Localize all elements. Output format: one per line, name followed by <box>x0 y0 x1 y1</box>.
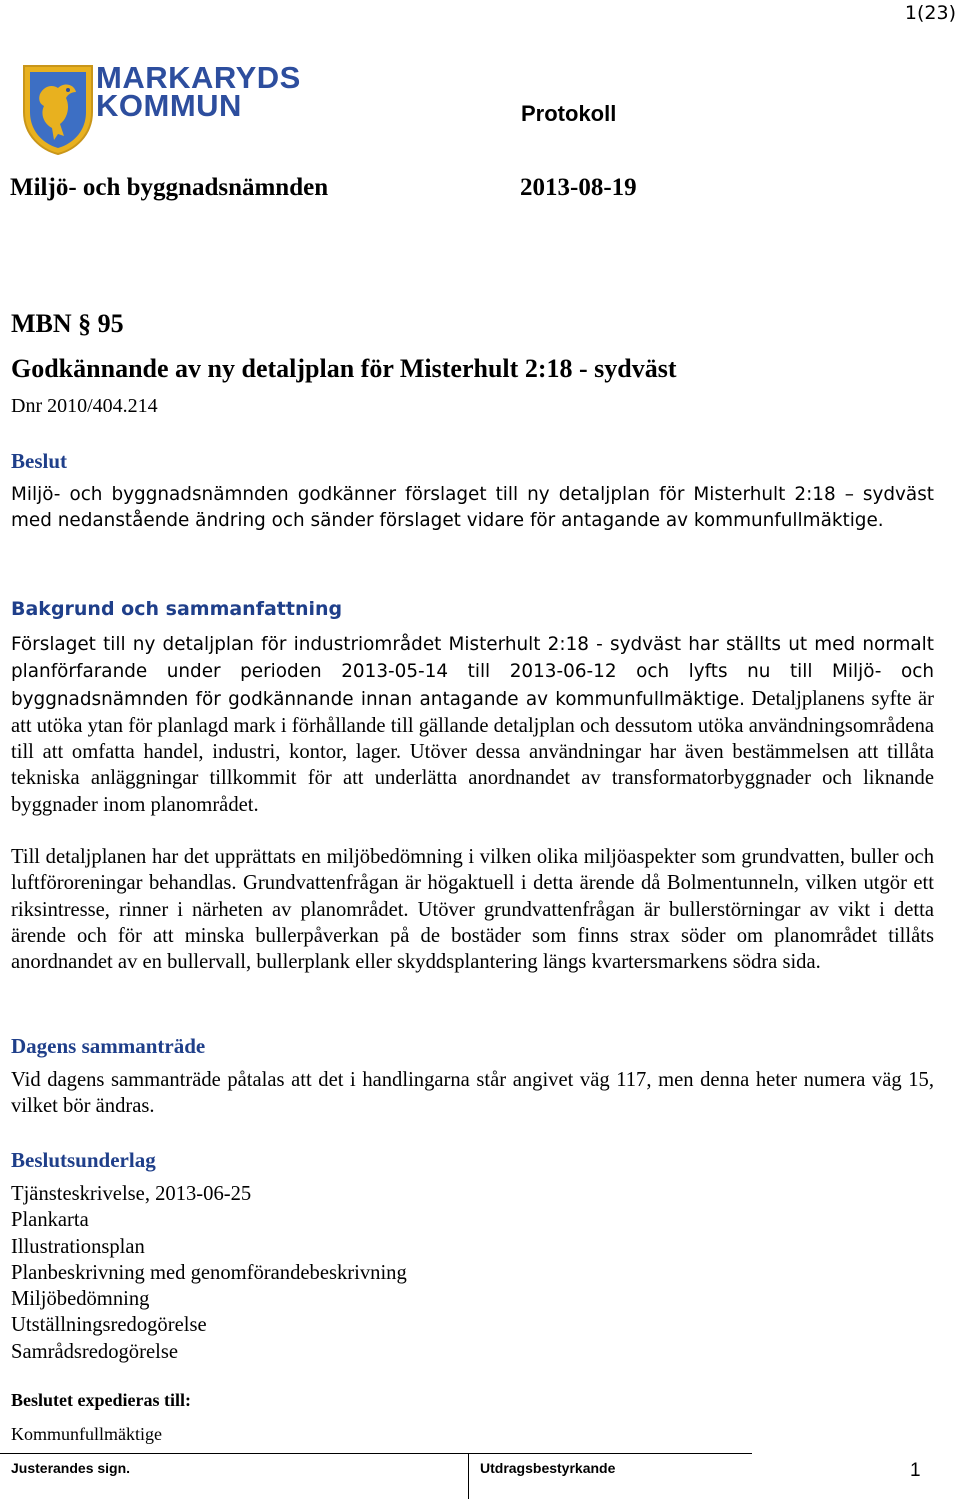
footer-justerandes: Justerandes sign. <box>11 1460 131 1476</box>
footer-page-number: 1 <box>910 1460 921 1481</box>
page-counter: 1(23) <box>904 2 956 24</box>
meeting-date: 2013-08-19 <box>520 174 637 201</box>
beslut-text: Miljö- och byggnadsnämnden godkänner förslaget till ny detaljplan för Misterhult 2:18 – sydväst med nedanstående ändring och sänder förslaget vidare för antagande av kommunfullmäktige. <box>11 484 934 532</box>
beslutsunderlag-heading-wrap <box>11 1147 934 1173</box>
dagens-text: Vid dagens sammanträde påtalas att det i handlingarna står angivet väg 117, men denna heter numera väg 15, vilket bör ändras. <box>11 1069 934 1118</box>
municipality-logo <box>22 62 317 156</box>
crest-icon <box>22 62 94 156</box>
bakgrund-heading: Bakgrund och sammanfattning <box>11 598 343 620</box>
beslutsunderlag-heading: Beslutsunderlag <box>11 1148 156 1172</box>
list-item: Tjänsteskrivelse, 2013-06-25 <box>11 1183 252 1205</box>
footer-divider <box>0 1453 752 1454</box>
paragraph-number: MBN § 95 <box>11 309 124 338</box>
dagens-section <box>11 1033 934 1120</box>
beslutsunderlag-list <box>11 1181 407 1365</box>
footer-column-divider <box>468 1453 469 1499</box>
list-item: Miljöbedömning <box>11 1288 150 1311</box>
bakgrund-text-serif: Detaljplanens syfte är att utöka ytan för planlagd mark i förhållande till gällande detaljplan och dessutom utöka användningsområdena till att omfatta handel, industri, kontor, lager. Utöver dessa användningar har även bestämmelsen att tillåta tekniska anläggningar tillkommit för att underlätta anordnandet av transformatorbyggnader och liknande byggnader inom planområdet. <box>11 687 935 816</box>
dagens-heading: Dagens sammanträde <box>11 1034 206 1058</box>
list-item: Planbeskrivning med genomförandebeskrivning <box>11 1261 407 1284</box>
list-item: Plankarta <box>11 1209 89 1232</box>
item-title: Godkännande av ny detaljplan för Misterhult 2:18 - sydväst <box>11 354 677 383</box>
case-number: Dnr 2010/404.214 <box>11 395 158 417</box>
document-type: Protokoll <box>521 101 617 126</box>
bakgrund-section <box>11 596 934 976</box>
expedieras-label: Beslutet expedieras till: <box>11 1390 191 1410</box>
bakgrund-paragraph-1 <box>11 631 934 818</box>
logo-line-1: MARKARYDS <box>96 60 301 95</box>
beslut-section <box>11 448 934 535</box>
list-item: Samrådsredogörelse <box>11 1340 178 1363</box>
beslut-heading: Beslut <box>11 449 68 473</box>
bakgrund-text-sans: Förslaget till ny detaljplan för industriområdet Misterhult 2:18 - sydväst har ställts ut med normalt planförfarande under perioden 2013-05-14 till 2013-06-12 och lyfts nu till Miljö- och byggnadsnämnden för godkännande innan antagande av kommunfullmäktige. <box>11 634 934 710</box>
bakgrund-paragraph-2: Till detaljplanen har det upprättats en miljöbedömning i vilken olika miljöaspekter som grundvatten, buller och luftföroreningar behandlas. Grundvattenfrågan är högaktuell i detta ärende då Bolmentunneln, vilken utgör ett riksintresse, rinner i närheten av planområdet. Utöver grundvattenfrågan är bullerstörningar av vikt i detta ärende och för att minska bullerpåverkan på de bostäder som finns strax söder om planområdet tillåts anordnandet av en bullervall, bullerplank eller skyddsplantering längs kvartersmarkens södra sida. <box>11 846 934 974</box>
footer-utdrag: Utdragsbestyrkande <box>480 1460 616 1476</box>
committee-name: Miljö- och byggnadsnämnden <box>10 174 329 201</box>
logo-line-2: KOMMUN <box>96 88 242 123</box>
list-item: Illustrationsplan <box>11 1235 145 1258</box>
list-item: Utställningsredogörelse <box>11 1314 207 1337</box>
expedieras-recipient: Kommunfullmäktige <box>11 1424 162 1444</box>
